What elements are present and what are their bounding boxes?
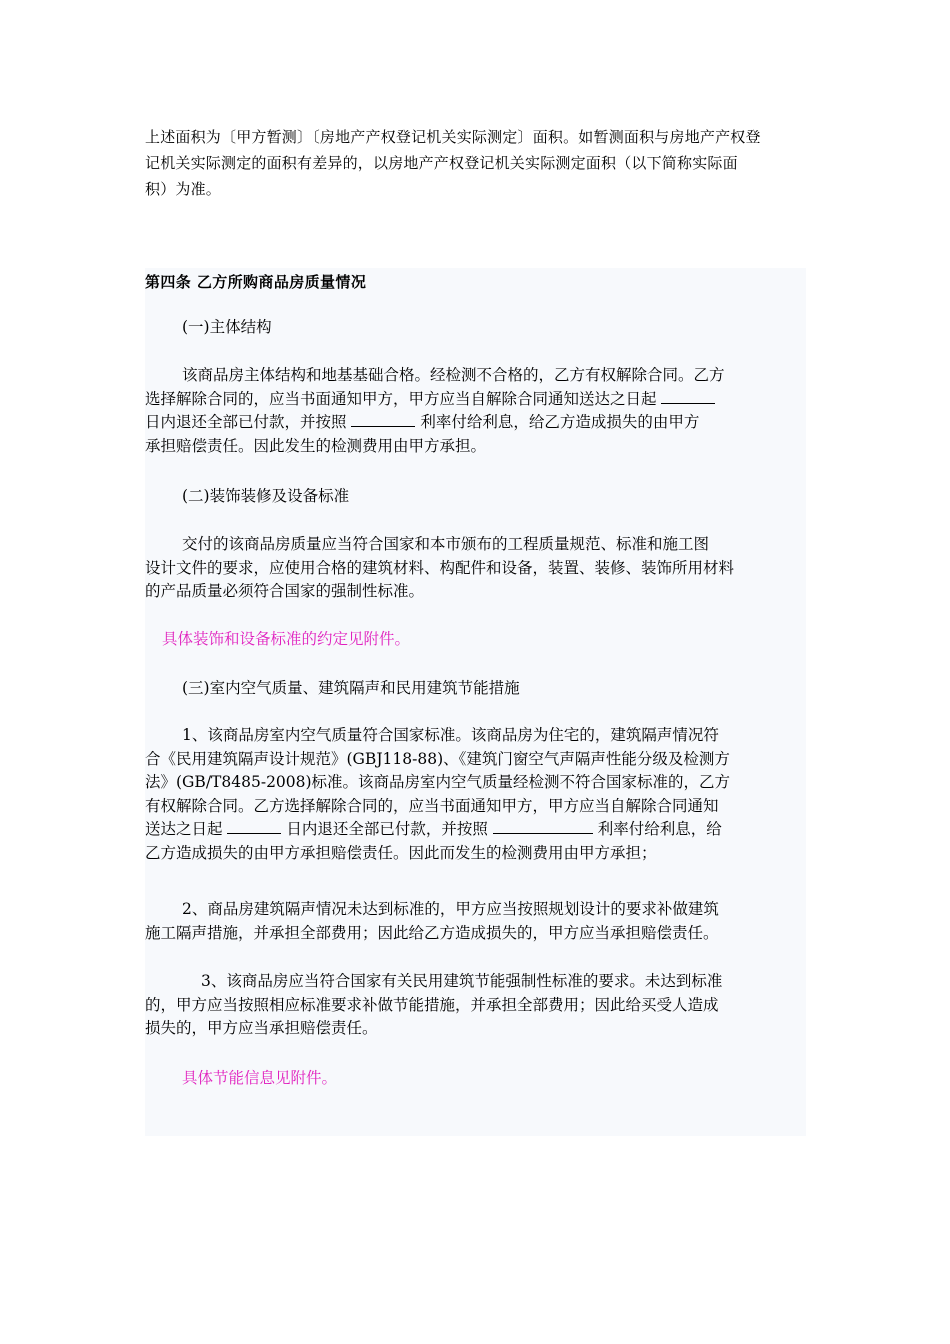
blank-rate-field[interactable]: [351, 412, 415, 427]
paragraph-text: 日内退还全部已付款，并按照: [145, 413, 347, 431]
section-heading-air-quality: (三)室内空气质量、建筑隔声和民用建筑节能措施: [182, 679, 520, 697]
energy-saving-paragraph: [145, 970, 722, 1041]
paragraph-text: 日内退还全部已付款，并按照: [286, 820, 488, 838]
paragraph-line: 乙方造成损失的由甲方承担赔偿责任。因此而发生的检测费用由甲方承担；: [145, 843, 657, 862]
section-heading-structure: (一)主体结构: [182, 318, 272, 336]
paragraph-line: 的，甲方应当按照相应标准要求补做节能措施，并承担全部费用；因此给买受人造成: [145, 995, 719, 1014]
paragraph-text: 送达之日起: [145, 820, 223, 838]
paragraph-text: 利率付给利息，给乙方造成损失的由甲方: [420, 413, 700, 431]
paragraph-line: [145, 818, 730, 842]
paragraph-line: 承担赔偿责任。因此发生的检测费用由甲方承担。: [145, 436, 487, 455]
paragraph-text: 利率付给利息，给: [597, 820, 722, 838]
paragraph-line: 有权解除合同。乙方选择解除合同的，应当书面通知甲方，甲方应当自解除合同通知: [145, 796, 719, 815]
paragraph-line: [145, 411, 725, 435]
paragraph-line: 设计文件的要求，应使用合格的建筑材料、构配件和设备，装置、装修、装饰所用材料: [145, 558, 735, 577]
air-quality-paragraph: [145, 724, 730, 865]
blank-rate-field[interactable]: [493, 819, 593, 834]
structure-paragraph: [145, 364, 725, 458]
paragraph-line: 3、该商品房应当符合国家有关民用建筑节能强制性标准的要求。未达到标准: [201, 972, 723, 990]
article-four-block: [145, 268, 806, 1136]
decoration-paragraph: [145, 533, 734, 604]
paragraph-text: 选择解除合同的，应当书面通知甲方，甲方应当自解除合同通知送达之日起: [145, 389, 657, 408]
paragraph-line: 1、该商品房室内空气质量符合国家标准。该商品房为住宅的，建筑隔声情况符: [182, 726, 719, 744]
intro-line: 积）为准。: [145, 180, 222, 198]
intro-line: 上述面积为〔甲方暂测〕〔房地产产权登记机关实际测定〕面积。如暂测面积与房地产产权登: [145, 128, 761, 146]
paragraph-line: 损失的，甲方应当承担赔偿责任。: [145, 1019, 378, 1037]
intro-line: 记机关实际测定的面积有差异的，以房地产产权登记机关实际测定面积（以下简称实际面: [145, 154, 738, 172]
paragraph-line: 的产品质量必须符合国家的强制性标准。: [145, 582, 425, 600]
paragraph-line: 合《民用建筑隔声设计规范》(GBJ118-88)、《建筑门窗空气声隔声性能分级及检测方: [145, 749, 730, 768]
blank-days-field[interactable]: [661, 389, 715, 404]
paragraph-line: 法》(GB/T8485-2008)标准。该商品房室内空气质量经检测不符合国家标准的，乙方: [145, 773, 731, 791]
paragraph-line: 2、商品房建筑隔声情况未达到标准的，甲方应当按照规划设计的要求补做建筑: [182, 900, 719, 918]
paragraph-line: [145, 388, 725, 412]
energy-saving-note: 具体节能信息见附件。: [182, 1069, 338, 1087]
decoration-note: 具体装饰和设备标准的约定见附件。: [162, 630, 411, 648]
sound-insulation-paragraph: [145, 898, 719, 945]
blank-days-field[interactable]: [227, 819, 281, 834]
section-heading-decoration: (二)装饰装修及设备标准: [182, 487, 350, 505]
intro-paragraph: [145, 124, 815, 202]
paragraph-line: 施工隔声措施，并承担全部费用；因此给乙方造成损失的，甲方应当承担赔偿责任。: [145, 923, 719, 942]
article-title: 第四条 乙方所购商品房质量情况: [145, 273, 367, 291]
paragraph-line: 交付的该商品房质量应当符合国家和本市颁布的工程质量规范、标准和施工图: [182, 535, 710, 553]
paragraph-line: 该商品房主体结构和地基基础合格。经检测不合格的，乙方有权解除合同。乙方: [182, 366, 725, 384]
